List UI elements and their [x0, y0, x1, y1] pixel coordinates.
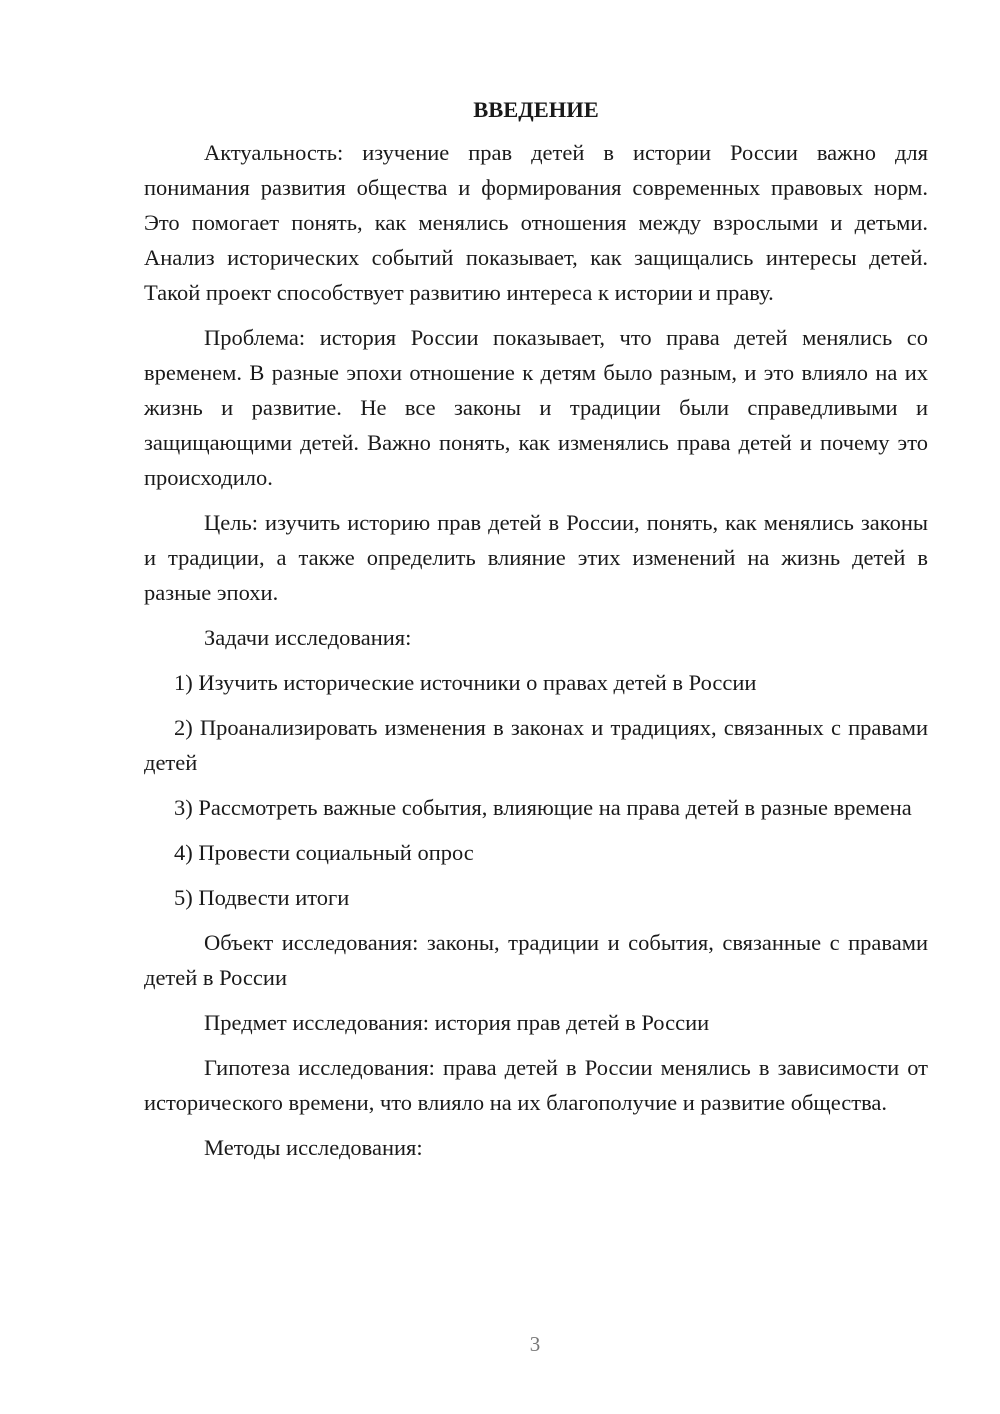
task-item-1: 1) Изучить исторические источники о правах детей в России [174, 670, 757, 695]
task-item-4: 4) Провести социальный опрос [174, 840, 474, 865]
relevance-paragraph: Актуальность: изучение прав детей в истории России важно для понимания развития общества и формирования современных правовых норм. Это помогает понять, как менялись отношения между взрослыми и детьми. Анализ исторических событий показывает, как защищались интересы детей. Такой проект способствует развитию интереса к истории и праву. [144, 140, 928, 305]
task-item-3: 3) Рассмотреть важные события, влияющие на права детей в разные времена [174, 795, 912, 820]
goal-paragraph: Цель: изучить историю прав детей в России, понять, как менялись законы и традиции, а также определить влияние этих изменений на жизнь детей в разные эпохи. [144, 510, 928, 605]
task-item-2: 2) Проанализировать изменения в законах и традициях, связанных с правами детей [144, 715, 928, 775]
task-item-5: 5) Подвести итоги [174, 885, 350, 910]
tasks-heading: Задачи исследования: [204, 625, 412, 650]
methods-heading: Методы исследования: [204, 1135, 423, 1160]
hypothesis-paragraph: Гипотеза исследования: права детей в России менялись в зависимости от исторического времени, что влияло на их благополучие и развитие общества. [144, 1055, 928, 1115]
page-number: 3 [529, 1332, 541, 1356]
document-body [144, 92, 928, 1175]
problem-paragraph: Проблема: история России показывает, что права детей менялись со временем. В разные эпохи отношение к детям было разным, и это влияло на их жизнь и развитие. Не все законы и традиции были справедливыми и защищающими детей. Важно понять, как изменялись права детей и почему это происходило. [144, 325, 928, 490]
object-paragraph: Объект исследования: законы, традиции и события, связанные с правами детей в России [144, 930, 928, 990]
section-title: ВВЕДЕНИЕ [473, 97, 599, 122]
subject-paragraph: Предмет исследования: история прав детей в России [204, 1010, 710, 1035]
